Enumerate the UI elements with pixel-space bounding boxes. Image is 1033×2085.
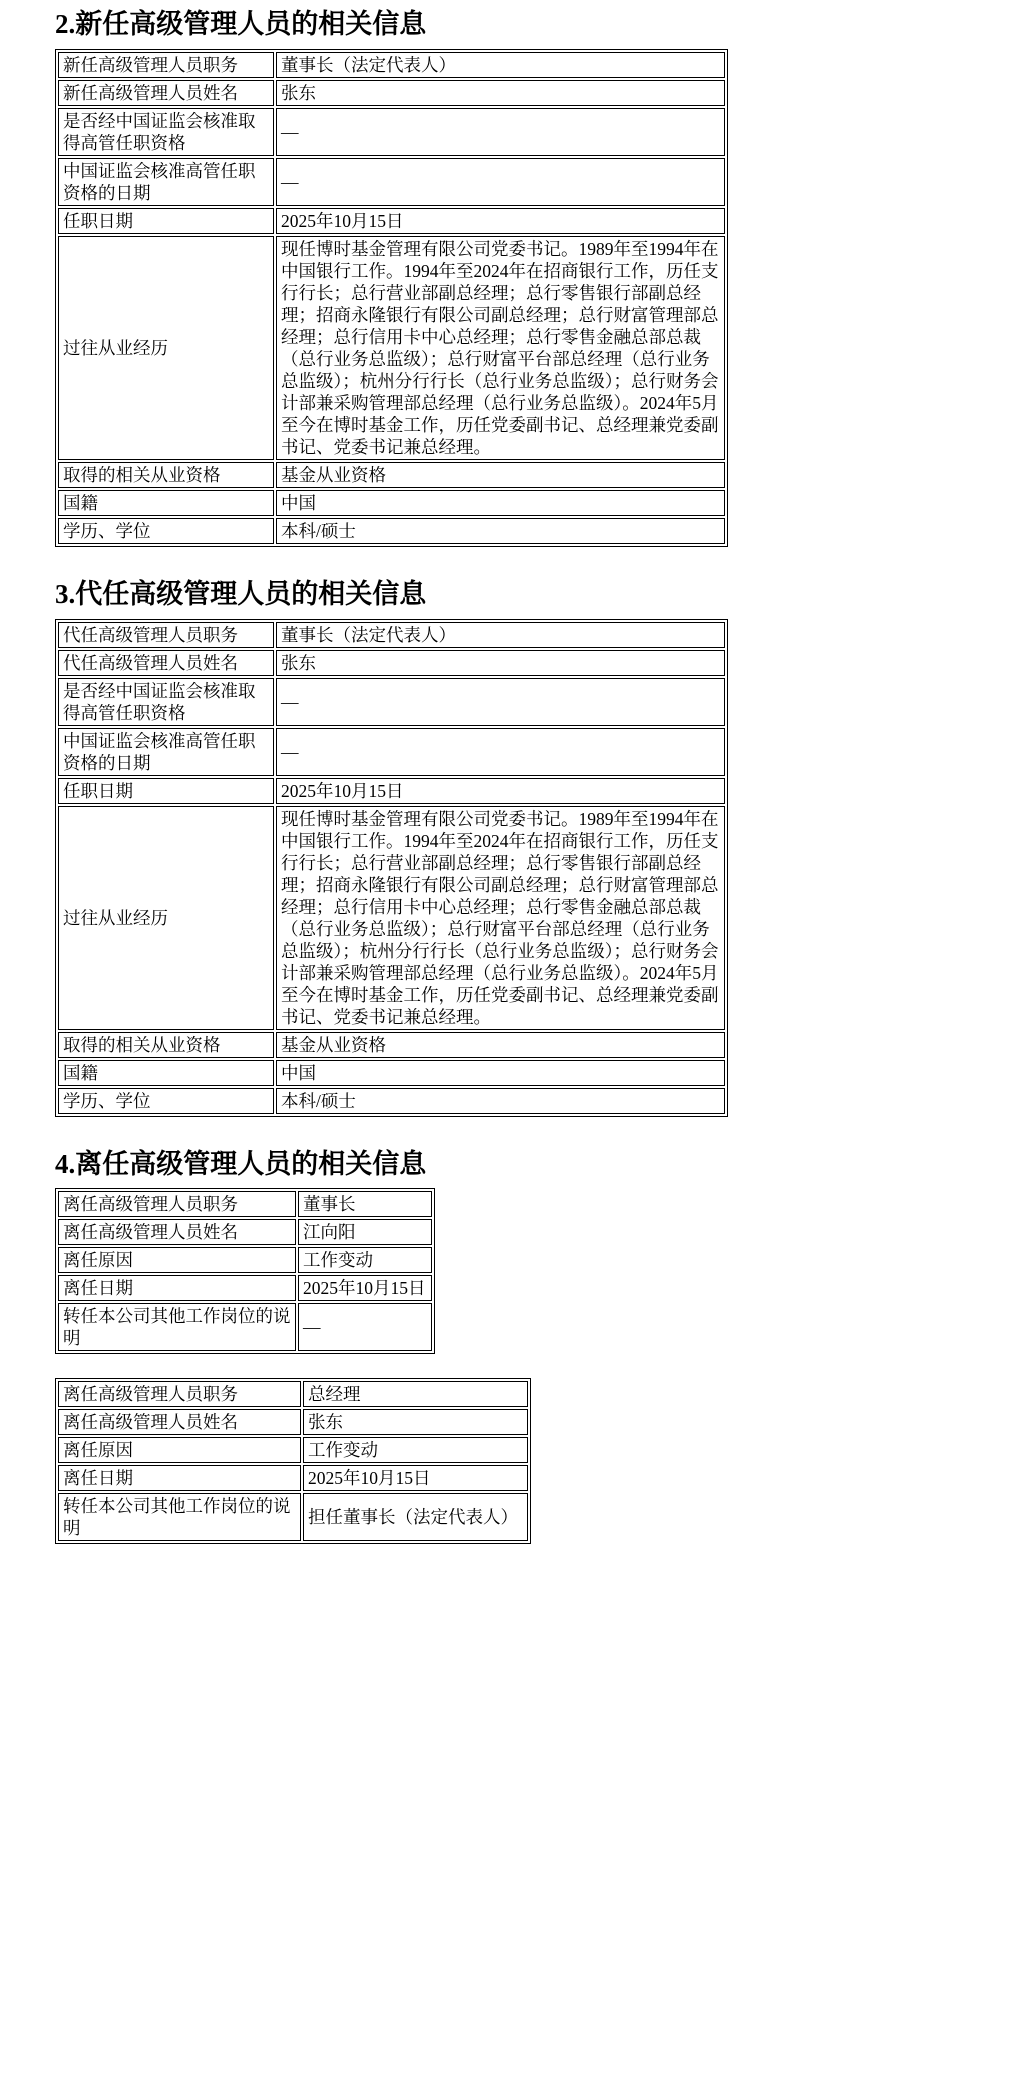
row-label: 离任高级管理人员职务 [58,1191,296,1217]
row-value: 张东 [276,650,725,676]
new-executive-info-table [55,49,728,547]
section-acting-executive [55,578,1013,1117]
table-row [58,1247,432,1273]
row-value: 现任博时基金管理有限公司党委书记。1989年至1994年在中国银行工作。1994年至2024年在招商银行工作，历任支行行长；总行营业部副总经理；总行零售银行部副总经理；招商永隆银行有限公司副总经理；总行财富管理部总经理；总行信用卡中心总经理；总行零售金融总部总裁（总行业务总监级）；总行财富平台部总经理（总行业务总监级）；杭州分行行长（总行业务总监级）；总行财务会计部兼采购管理部总经理（总行业务总监级）。2024年5月至今在博时基金工作，历任党委副书记、总经理兼党委副书记、党委书记兼总经理。 [276,806,725,1030]
row-value: 中国 [276,1060,725,1086]
row-label: 学历、学位 [58,518,274,544]
table-body [58,1191,432,1351]
row-label: 转任本公司其他工作岗位的说明 [58,1303,296,1351]
table-row [58,1381,528,1407]
row-value: — [276,158,725,206]
row-label: 新任高级管理人员职务 [58,52,274,78]
row-label: 任职日期 [58,208,274,234]
table-row [58,158,725,206]
row-label: 离任高级管理人员职务 [58,1381,301,1407]
table-row [58,80,725,106]
row-label: 学历、学位 [58,1088,274,1114]
announcement-document [55,8,1013,1544]
departing-executive-info-table-2 [55,1378,531,1544]
row-value: 江向阳 [298,1219,432,1245]
table-body [58,52,725,544]
row-value: — [276,728,725,776]
row-value: — [276,678,725,726]
table-row [58,518,725,544]
table-row [58,1275,432,1301]
table-row [58,1191,432,1217]
row-value: 总经理 [303,1381,528,1407]
row-label: 取得的相关从业资格 [58,462,274,488]
row-label: 离任日期 [58,1275,296,1301]
row-label: 是否经中国证监会核准取得高管任职资格 [58,108,274,156]
row-label: 过往从业经历 [58,806,274,1030]
row-value: 本科/硕士 [276,1088,725,1114]
row-value: — [298,1303,432,1351]
table-row [58,1465,528,1491]
row-label: 代任高级管理人员姓名 [58,650,274,676]
table-row [58,236,725,460]
table-row [58,728,725,776]
table-row [58,778,725,804]
row-value: 本科/硕士 [276,518,725,544]
row-value: 2025年10月15日 [276,778,725,804]
section-heading-departing-executive: 4.离任高级管理人员的相关信息 [55,1148,427,1179]
table-row [58,490,725,516]
row-value: 中国 [276,490,725,516]
row-value: 董事长（法定代表人） [276,52,725,78]
row-value: 2025年10月15日 [303,1465,528,1491]
section-heading-acting-executive: 3.代任高级管理人员的相关信息 [55,578,427,609]
table-row [58,622,725,648]
row-value: 工作变动 [303,1437,528,1463]
row-value: 张东 [303,1409,528,1435]
row-value: 董事长（法定代表人） [276,622,725,648]
row-label: 中国证监会核准高管任职资格的日期 [58,728,274,776]
row-label: 过往从业经历 [58,236,274,460]
departing-executive-info-table-1 [55,1188,435,1354]
table-row [58,462,725,488]
table-row [58,678,725,726]
table-row [58,1409,528,1435]
row-label: 代任高级管理人员职务 [58,622,274,648]
row-label: 离任原因 [58,1247,296,1273]
table-row [58,1437,528,1463]
row-label: 国籍 [58,1060,274,1086]
row-label: 离任高级管理人员姓名 [58,1219,296,1245]
table-row [58,108,725,156]
table-row [58,208,725,234]
table-body [58,622,725,1114]
section-heading-new-executive: 2.新任高级管理人员的相关信息 [55,9,427,39]
row-value: 张东 [276,80,725,106]
table-row [58,1088,725,1114]
row-label: 转任本公司其他工作岗位的说明 [58,1493,301,1541]
row-value: 担任董事长（法定代表人） [303,1493,528,1541]
table-row [58,1493,528,1541]
row-value: 基金从业资格 [276,462,725,488]
table-row [58,1032,725,1058]
row-value: — [276,108,725,156]
row-label: 新任高级管理人员姓名 [58,80,274,106]
row-label: 离任高级管理人员姓名 [58,1409,301,1435]
row-value: 董事长 [298,1191,432,1217]
section-new-executive [55,8,1013,547]
row-label: 取得的相关从业资格 [58,1032,274,1058]
row-value: 2025年10月15日 [276,208,725,234]
row-value: 现任博时基金管理有限公司党委书记。1989年至1994年在中国银行工作。1994年至2024年在招商银行工作，历任支行行长；总行营业部副总经理；总行零售银行部副总经理；招商永隆银行有限公司副总经理；总行财富管理部总经理；总行信用卡中心总经理；总行零售金融总部总裁（总行业务总监级）；总行财富平台部总经理（总行业务总监级）；杭州分行行长（总行业务总监级）；总行财务会计部兼采购管理部总经理（总行业务总监级）。2024年5月至今在博时基金工作，历任党委副书记、总经理兼党委副书记、党委书记兼总经理。 [276,236,725,460]
row-label: 离任日期 [58,1465,301,1491]
row-value: 基金从业资格 [276,1032,725,1058]
table-row [58,1303,432,1351]
table-row [58,650,725,676]
table-body [58,1381,528,1541]
table-row [58,806,725,1030]
table-row [58,1219,432,1245]
row-label: 国籍 [58,490,274,516]
row-label: 离任原因 [58,1437,301,1463]
row-label: 是否经中国证监会核准取得高管任职资格 [58,678,274,726]
table-row [58,52,725,78]
section-departing-executive [55,1148,1013,1545]
row-value: 工作变动 [298,1247,432,1273]
table-row [58,1060,725,1086]
row-label: 中国证监会核准高管任职资格的日期 [58,158,274,206]
acting-executive-info-table [55,619,728,1117]
row-label: 任职日期 [58,778,274,804]
row-value: 2025年10月15日 [298,1275,432,1301]
